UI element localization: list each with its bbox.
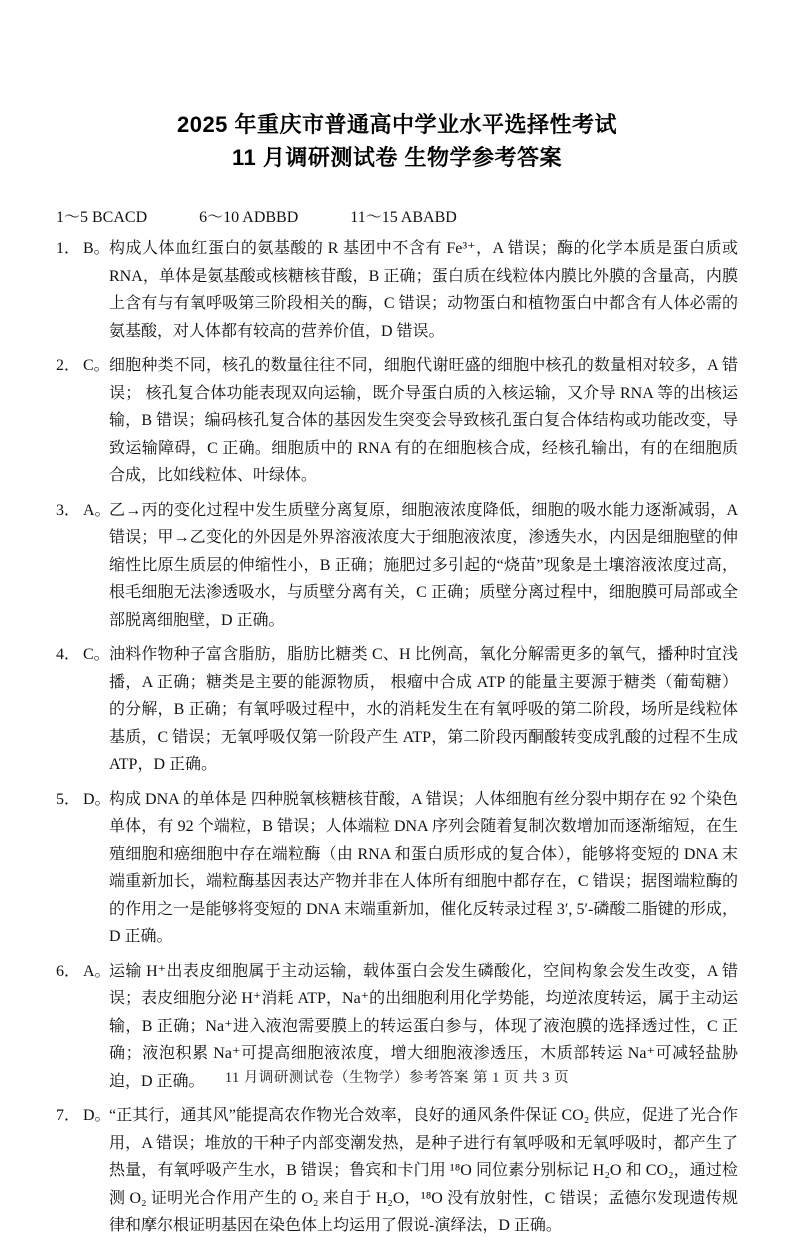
question-number: 7． [56, 1107, 81, 1124]
answer-summary-segment-1: 1～5 BCACD [56, 209, 148, 226]
question-answer: C。 [83, 357, 110, 374]
question-answer: D。 [83, 1107, 111, 1124]
question-answer: D。 [83, 790, 111, 808]
title-line-1: 2025 年重庆市普通高中学业水平选择性考试 [176, 112, 618, 137]
question-item-2 [56, 352, 738, 490]
question-answer: A。 [83, 501, 111, 519]
question-item-4 [56, 641, 738, 779]
question-number: 5． [56, 790, 81, 808]
question-answer: A。 [83, 962, 111, 980]
question-number: 4． [56, 646, 81, 663]
question-item-3 [56, 497, 738, 635]
question-number: 3． [56, 501, 81, 519]
document-title [0, 108, 794, 174]
question-explanation: “正其行，通其风”能提高农作物光合效率，良好的通风条件保证 CO₂ 供应，促进了光合作用，A 错误；堆放的干种子内部变潮发热，是种子进行有氧呼吸和无氧呼吸时，都产生了热量，有氧呼吸产生水，B 错误；鲁宾和卡门用 ¹⁸O 同位素分别标记 H₂O 和 CO₂，通过检测 O₂ 证明光合作用产生的 O₂ 来自于 H₂O，¹⁸O 没有放射性，C 错误；孟德尔发现遗传规律和摩尔根证明基因在染色体上均运用了假说-演绎法，D 正确。 [109, 1107, 738, 1234]
answer-summary-line [56, 204, 738, 231]
question-explanation: 构成人体血红蛋白的氨基酸的 R 基团中不含有 Fe³⁺，A 错误；酶的化学本质是蛋白质或 RNA，单体是氨基酸或核糖核苷酸，B 正确；蛋白质在线粒体内膜比外膜的含量高，内膜上含有与有氧呼吸第三阶段相关的酶，C 错误；动物蛋白和植物蛋白中都含有人体必需的氨基酸，对人体都有较高的营养价值，D 错误。 [109, 240, 738, 340]
page-footer: 11 月调研测试卷（生物学）参考答案 第 1 页 共 3 页 [224, 1070, 570, 1086]
question-number: 2． [56, 357, 81, 374]
question-number: 1． [56, 240, 81, 257]
question-number: 6． [56, 962, 81, 980]
question-answer: B。 [83, 240, 110, 257]
question-item-5 [56, 786, 738, 951]
question-explanation: 构成 DNA 的单体是 四种脱氧核糖核苷酸，A 错误；人体细胞有丝分裂中期存在 92 个染色单体，有 92 个端粒，B 错误；人体端粒 DNA 序列会随着复制次数增加而逐渐缩短，在生殖细胞和癌细胞中存在端粒酶（由 RNA 和蛋白质形成的复合体），能够将变短的 DNA 末端重新加长，端粒酶基因表达产物并非在人体所有细胞中都存在，C 错误；据图端粒酶的的作用之一是能够将变短的 DNA 末端重新加，催化反转录过程 3′, 5′-磷酸二脂键的形成，D 正确。 [109, 790, 738, 945]
question-explanation: 乙→丙的变化过程中发生质壁分离复原，细胞液浓度降低，细胞的吸水能力逐渐减弱，A 错误；甲→乙变化的外因是外界溶液浓度大于细胞液浓度，渗透失水，内因是细胞壁的伸缩性比原生质层的伸缩性小，B 正确；施肥过多引起的“烧苗”现象是土壤溶液浓度过高，根毛细胞无法渗透吸水，与质壁分离有关，C 正确；质壁分离过程中，细胞膜可局部或全部脱离细胞壁，D 正确。 [109, 501, 738, 629]
question-explanation: 细胞种类不同，核孔的数量往往不同，细胞代谢旺盛的细胞中核孔的数量相对较多，A 错误； 核孔复合体功能表现双向运输，既介导蛋白质的入核运输，又介导 RNA 等的出核运输，B 错误；编码核孔复合体的基因发生突变会导致核孔蛋白复合体结构或功能改变，导致运输障碍，C 正确。细胞质中的 RNA 有的在细胞核合成，经核孔输出，有的在细胞质合成，比如线粒体、叶绿体。 [109, 357, 738, 484]
question-answer: C。 [83, 646, 110, 663]
title-line-2: 11 月调研测试卷 生物学参考答案 [232, 145, 562, 170]
question-item-1 [56, 235, 738, 345]
answer-summary-segment-2: 6～10 ADBBD [199, 209, 299, 226]
question-explanation: 油料作物种子富含脂肪，脂肪比糖类 C、H 比例高，氧化分解需更多的氧气，播种时宜浅播，A 正确；糖类是主要的能源物质， 根瘤中合成 ATP 的能量主要源于糖类（葡萄糖）的分解，B 正确；有氧呼吸过程中，水的消耗发生在有氧呼吸的第二阶段，场所是线粒体基质，C 错误；无氧呼吸仅第一阶段产生 ATP，第二阶段丙酮酸转变成乳酸的过程不生成 ATP，D 正确。 [109, 646, 738, 773]
answer-summary-segment-3: 11～15 ABABD [350, 209, 457, 226]
question-explanation: 运输 H⁺出表皮细胞属于主动运输，载体蛋白会发生磷酸化，空间构象会发生改变，A 错误；表皮细胞分泌 H⁺消耗 ATP，Na⁺的出细胞利用化学势能，均逆浓度转运，属于主动运输，B 正确；Na⁺进入液泡需要膜上的转运蛋白参与，体现了液泡膜的选择透过性，C 正确；液泡积累 Na⁺可提高细胞液浓度，增大细胞液渗透压，木质部转运 Na⁺可减轻盐胁迫，D 正确。 [109, 962, 738, 1090]
